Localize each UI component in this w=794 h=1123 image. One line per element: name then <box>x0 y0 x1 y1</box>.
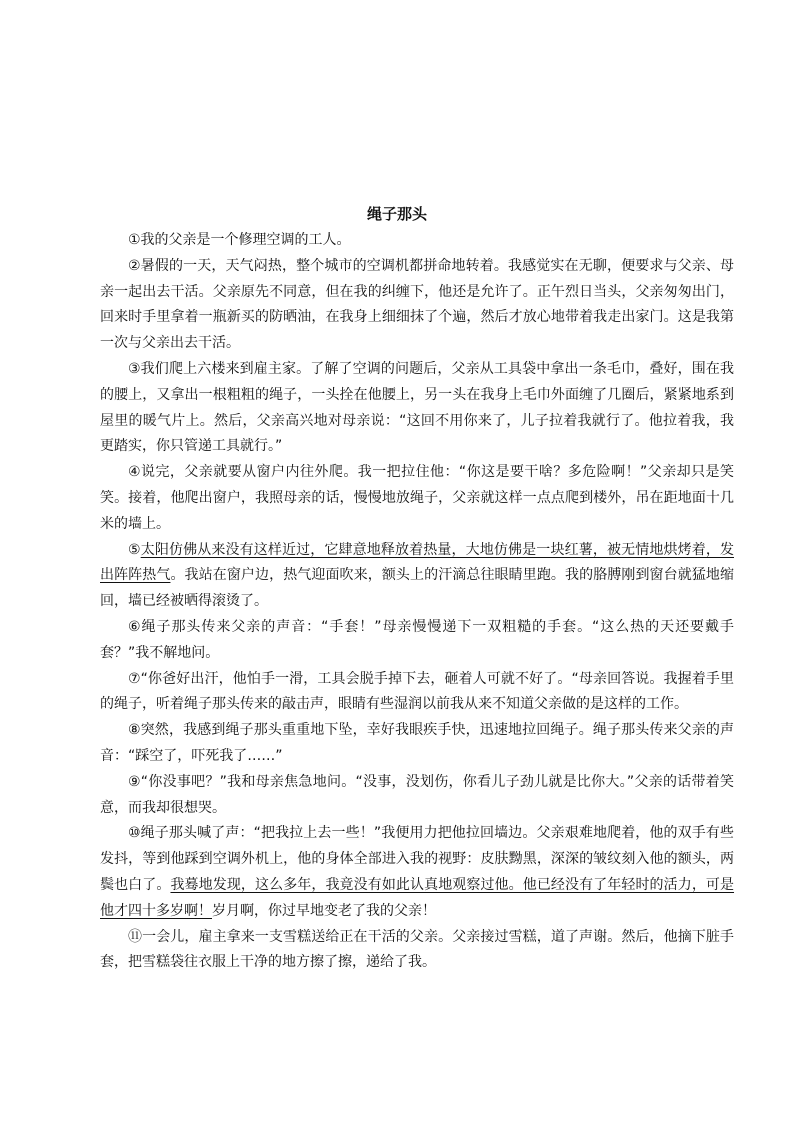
paragraph-10: ⑩绳子那头喊了声：“把我拉上去一些！”我便用力把他拉回墙边。父亲艰难地爬着，他的双手有些发抖，等到他踩到空调外机上，他的身体全部进入我的视野：皮肤黝黑，深深的皱纹刻入他的额头，两鬓也白了。我蓦地发现，这么多年，我竟没有如此认真地观察过他。他已经没有了年轻时的活力，可是他才四十多岁啊！岁月啊，你过早地变老了我的父亲！ <box>100 825 735 919</box>
underlined-sentence: 太阳仿佛从来没有这样近过，它肆意地释放着热量，大地仿佛是一块红薯，被无情地烘烤着，发出阵阵热气 <box>100 541 734 584</box>
article-body <box>100 228 734 976</box>
paragraph-4: ④说完，父亲就要从窗户内往外爬。我一把拉住他：“你这是要干啥？多危险啊！”父亲却只是笑笑。接着，他爬出窗户，我照母亲的话，慢慢地放绳子，父亲就这样一点点爬到楼外，吊在距地面十几米的墙上。 <box>100 464 734 532</box>
paragraph-2: ②暑假的一天，天气闷热，整个城市的空调机都拼命地转着。我感觉实在无聊，便要求与父亲、母亲一起出去干活。父亲原先不同意，但在我的纠缠下，他还是允许了。正午烈日当头，父亲匆匆出门，回来时手里拿着一瓶新买的防晒油，在我身上细细抹了个遍，然后才放心地带着我走出家门。这是我第一次与父亲出去干活。 <box>100 257 734 352</box>
paragraph-8: ⑧突然，我感到绳子那头重重地下坠，幸好我眼疾手快，迅速地拉回绳子。绳子那头传来父亲的声音：“踩空了，吓死我了……” <box>100 722 734 764</box>
paragraph-3: ③我们爬上六楼来到雇主家。了解了空调的问题后，父亲从工具袋中拿出一条毛巾，叠好，围在我的腰上，又拿出一根粗粗的绳子，一头拴在他腰上，另一头在我身上毛巾外面缠了几圈后，紧紧地系到屋里的暖气片上。然后，父亲高兴地对母亲说：“这回不用你来了，儿子拉着我就行了。他拉着我，我更踏实，你只管递工具就行。” <box>100 360 734 455</box>
paragraph-9: ⑨“你没事吧？”我和母亲焦急地问。“没事，没划伤，你看儿子劲儿就是比你大。”父亲的话带着笑意，而我却很想哭。 <box>100 773 734 816</box>
paragraph-11: ⑪一会儿，雇主拿来一支雪糕送给正在干活的父亲。父亲接过雪糕，道了声谢。然后，他摘下脏手套，把雪糕袋往衣服上干净的地方擦了擦，递给了我。 <box>100 928 734 971</box>
article-title: 绳子那头 <box>366 205 427 223</box>
paragraph-1: ①我的父亲是一个修理空调的工人。 <box>128 232 351 248</box>
paragraph-5: ⑤太阳仿佛从来没有这样近过，它肆意地释放着热量，大地仿佛是一块红薯，被无情地烘烤着，发出阵阵热气。我站在窗户边，热气迎面吹来，额头上的汗滴总往眼睛里跑。我的胳膊刚到窗台就猛地缩回，墙已经被晒得滚烫了。 <box>100 541 735 610</box>
underlined-sentence: 我蓦地发现，这么多年，我竟没有如此认真地观察过他。他已经没有了年轻时的活力，可是他才四十多岁啊！ <box>100 876 735 919</box>
paragraph-6: ⑥绳子那头传来父亲的声音：“手套！”母亲慢慢递下一双粗糙的手套。“这么热的天还要戴手套？”我不解地问。 <box>100 618 734 661</box>
paragraph-7: ⑦“你爸好出汗，他怕手一滑，工具会脱手掉下去，砸着人可就不好了。“母亲回答说。我握着手里的绳子，听着绳子那头传来的敲击声，眼睛有些湿润以前我从来不知道父亲做的是这样的工作。 <box>100 670 734 713</box>
